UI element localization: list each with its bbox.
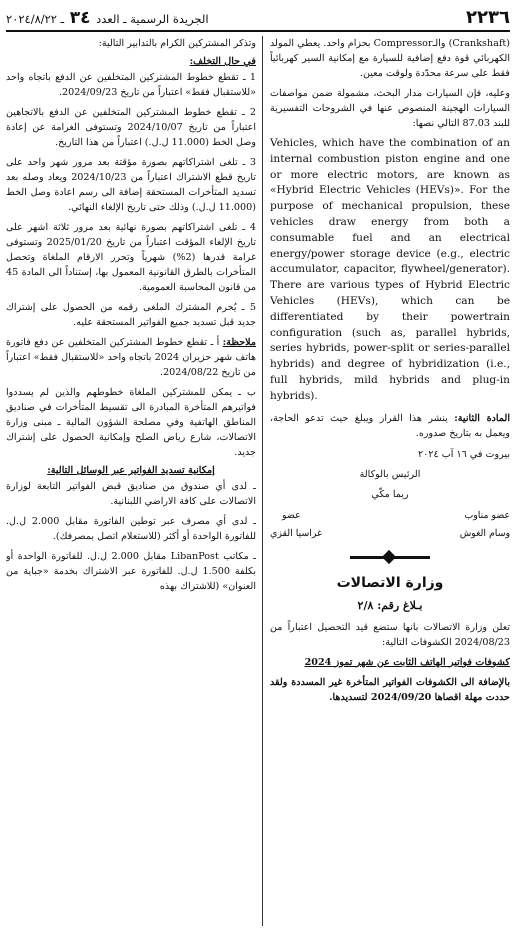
issue-date: ـ ٢٠٢٤/٨/٢٢: [6, 12, 65, 26]
notice-number-line: [270, 599, 510, 612]
deputy-label: عضو مناوب: [464, 509, 510, 521]
note-paragraph: [6, 335, 256, 380]
signatories-table: [270, 507, 510, 543]
specs-paragraph: وعليه، فإن السيارات مدار البحث، مشمولة ضمن مواصفات السيارات الهجينة المنصوص عنها في الشروحات التفسيرية للبند 87.03 التالي نصها:: [270, 88, 510, 129]
overdue-text: [270, 675, 510, 705]
default-heading: [6, 56, 256, 67]
right-column: [270, 36, 510, 926]
signing-place-date: بيروت في ١٦ آب ٢٠٢٤: [418, 448, 510, 460]
statement-title-text: كشوفات فواتير الهاتف الثابت عن شهر تموز 2024: [304, 656, 510, 668]
president-title: الرئيس بالوكالة: [359, 468, 421, 480]
payment-option-1: ـ لدى أي صندوق من صناديق قبض الفواتير التابعة لوزارة الاتصالات على كافة الاراضي اللبنانية.: [6, 481, 256, 507]
payment-heading: [6, 465, 256, 476]
measure-item-2: 2 ـ تقطع خطوط المشتركين المتخلفين عن الدفع بالاتجاهين اعتباراً من تاريخ 2024/10/07 وتستوفى الغرامة عن إعادة وصل الخط (11.000 ل.ل.) اعتباراً من هذا التاريخ.: [6, 107, 256, 148]
measure-item-3: 3 ـ تلغى اشتراكاتهم بصورة مؤقتة بعد مرور شهر واحد على تاريخ قطع الاشتراك اعتباراً من 2024/10/23 ويعاد وصله بعد تسديد المتأخرات المستحقة إضافة الى رسم اعادة وصل الخط (11.000 ل.ل.) وذلك حتى تاريخ الإلغاء النهائي.: [6, 157, 256, 213]
default-heading-text: في حال التخلف:: [189, 56, 256, 67]
intro-paragraph: (Crankshaft) والـCompressor بحزام واحد. يعطي المولد الكهربائي قوة دفع إضافية للسيارة مع إمكانية السير كهربائياً فقط على سرعة محدّدة ولوقت معين.: [270, 38, 510, 79]
measure-item-4: 4 ـ تلغى اشتراكاتهم بصورة نهائية بعد مرور ثلاثة اشهر على تاريخ الإلغاء المؤقت اعتباراً من تاريخ 2025/01/20 وتستوفى غرامة قدرها (2%) شهرياً وتحرر الارقام الملغاة وتحصل المتأخرات بالطرق القانونية المعمول بها، إستناداً الى المادة 45 من قانون المحاسبة العمومية.: [6, 222, 256, 293]
page-header: [6, 6, 510, 28]
measure-item-1: 1 ـ تقطع خطوط المشتركين المتخلفين عن الدفع باتجاه واحد «للاستقبال فقط» اعتباراً من تاريخ 2024/09/23.: [6, 72, 256, 98]
reminder-text: وتذكر المشتركين الكرام بالتدابير التالية:: [98, 38, 256, 49]
note-label: ملاحظة:: [222, 337, 256, 348]
payment-option-3: ـ مكاتب LibanPost مقابل 2.000 ل.ل. للفاتورة الواحدة أو بكلفة 1.500 ل.ل. للفاتورة عبر الاشتراك بخدمة «جباية من العنوان» (للاشتراك بهذه: [6, 551, 256, 592]
member-label: عضو: [282, 509, 301, 521]
article-two-text: ينشر هذا القرار ويبلغ حيث تدعو الحاجة، ويعمل به بتاريخ صدوره.: [270, 412, 510, 439]
statement-title: [270, 655, 510, 670]
notice-text: تعلن وزارة الاتصالات بانها ستضع قيد التحصيل اعتباراً من 2024/08/23 الكشوفات التالية:: [270, 621, 510, 648]
member-name: غراسيا القزي: [270, 527, 322, 539]
payment-option-2: ـ لدى أي مصرف عبر توطين الفاتورة مقابل 2.000 ل.ل. للفاتورة الواحدة أو أكثر (للاستعلام اتصل بمصرفك).: [6, 516, 256, 542]
column-separator: [262, 36, 263, 926]
article-two-label: المادة الثانية:: [454, 412, 510, 424]
english-definition: Vehicles, which have the combination of an internal combustion piston engine and one or more electric motors, are known as «Hybrid Electric Vehicles (HEVs)». For the purpose of mechanical propulsion, these vehicles draw energy from both a consumable fuel and an electrical energy/power storage device (e.g., electric accumulator, capacitor, flywheel/generator). There are various types of Hybrid Electric Vehicles (HEVs), which can be differentiated by their powertrain configuration (such as, parallel hybrids, series hybrids, power-split or series-parallel hybrids) and degree of hybridization (i.e., full hybrids, mild hybrids and plug-in hybrids).: [270, 137, 510, 402]
article-two: [270, 411, 510, 441]
note-text: أ ـ تقطع خطوط المشتركين المتخلفين عن دفع فاتورة هاتف شهر حزيران 2024 باتجاه واحد «للاستقبال فقط» اعتباراً من تاريخ 2024/08/22.: [6, 337, 256, 378]
left-column: [6, 36, 256, 926]
issue-number: ٣٤: [69, 8, 91, 28]
ministry-heading: وزارة الاتصالات: [336, 574, 444, 591]
note-b-paragraph: ب ـ يمكن للمشتركين الملغاة خطوطهم والذين لم يسددوا فواتيرهم المتأخرة المبادرة الى تقسيط المتأخرات في صناديق المناطق الهاتفية وفي مصلحة الشؤون المالية ـ مبنى وزارة الاتصالات، شارع رياض الصلح وإمكانية الحصول على إشتراك جديد.: [6, 387, 256, 458]
section-divider-ornament: [270, 551, 510, 565]
header-title-issue: [6, 8, 209, 28]
notice-label: بـلاغ رقم:: [377, 598, 423, 612]
president-name: ريما مكّي: [371, 488, 409, 500]
header-title: الجريدة الرسمية ـ العدد: [96, 12, 209, 26]
overdue-text-content: بالإضافة الى الكشوفات الفواتير المتأخرة غير المسددة ولقد حددت مهلة اقصاها 2024/09/20 لتسديدها.: [270, 676, 510, 703]
deputy-name: وسام الغوش: [459, 527, 510, 539]
page-number: ٢٢٣٦: [466, 7, 510, 28]
payment-heading-text: إمكانية تسديد الفواتير عبر الوسائل التالية:: [47, 465, 215, 476]
measure-item-5: 5 ـ يُحرم المشترك الملغى رقمه من الحصول على إشتراك جديد قبل تسديد جميع الفواتير المستحقة عليه.: [6, 302, 256, 328]
notice-number: ٢/٨: [357, 598, 374, 612]
header-rule: [6, 30, 510, 32]
